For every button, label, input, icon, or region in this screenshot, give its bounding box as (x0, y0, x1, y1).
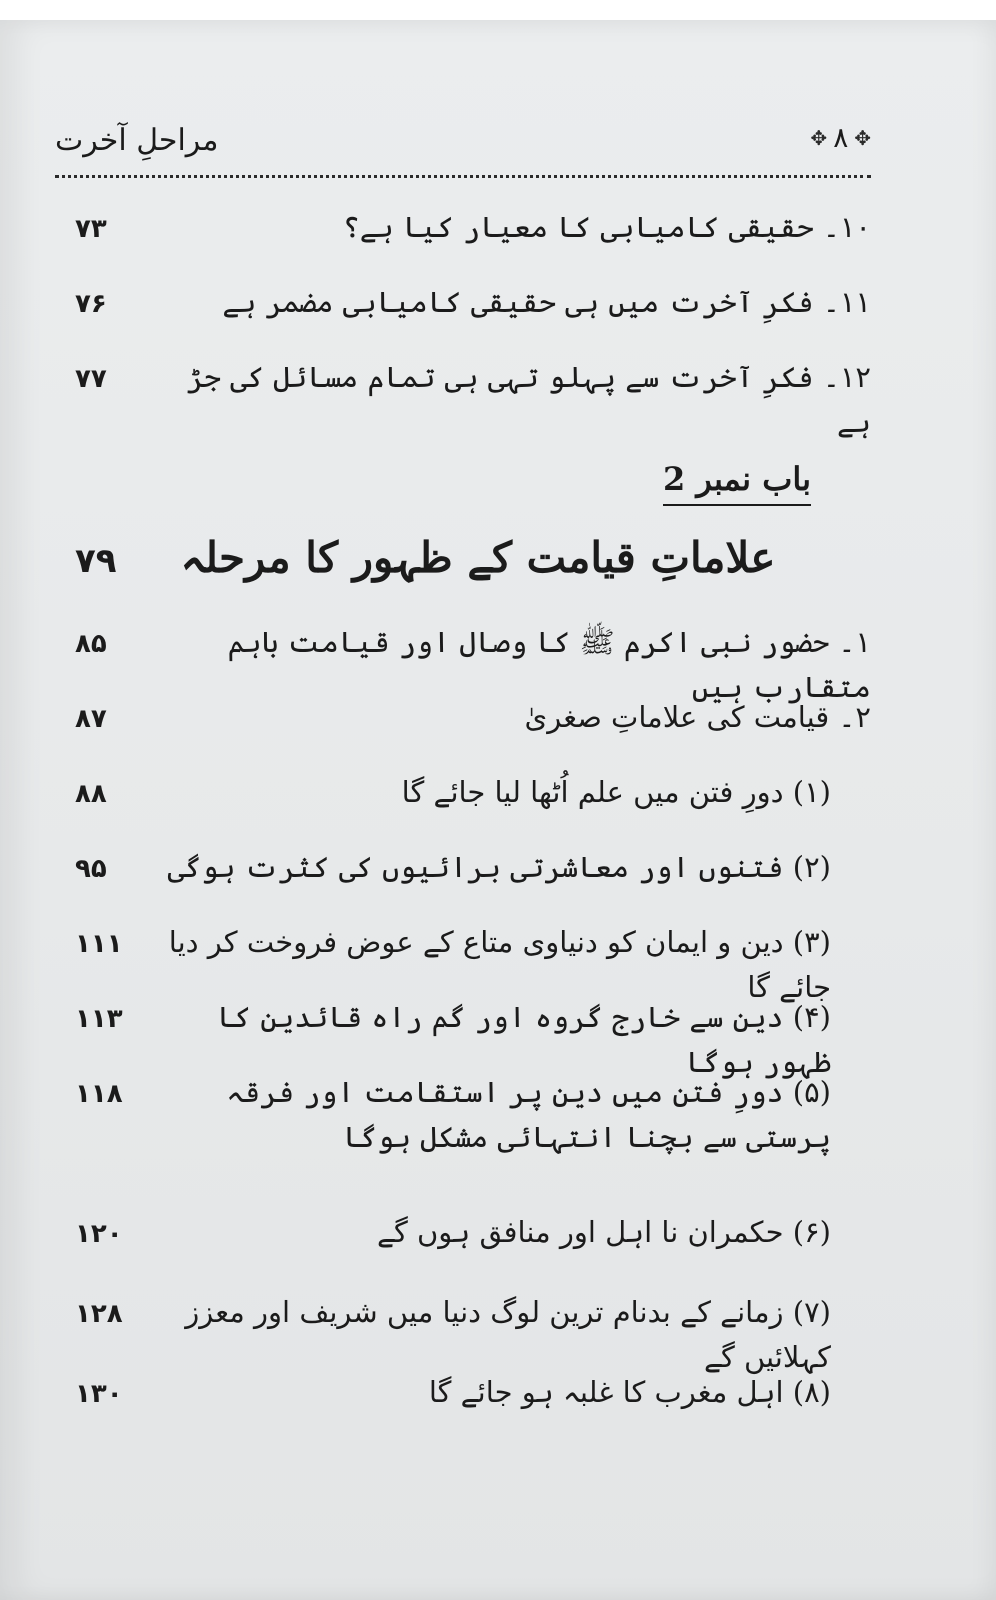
toc-entry-text: ۱۱۔ فکرِ آخرت میں ہی حقیقی کامیابی مضمر ہے (222, 285, 871, 319)
toc-entry-text: (۸) اہل مغرب کا غلبہ ہو جائے گا (428, 1375, 831, 1409)
toc-page-number: ۹۵ (75, 854, 107, 884)
toc-entry-text: (۷) زمانے کے بدنام ترین لوگ دنیا میں شریف اور معزز کہلائیں گے (185, 1295, 831, 1374)
toc-page-number: ۷۳ (75, 214, 107, 244)
toc-page-number: ۸۷ (75, 704, 107, 734)
toc-entry-text: ۱۔ حضور نبی اکرم ﷺ کا وصال اور قیامت باہم متقارب ہیں (227, 625, 871, 704)
toc-entry-text: (۱) دورِ فتن میں علم اُٹھا لیا جائے گا (401, 775, 831, 809)
toc-entry-text: (۲) فتنوں اور معاشرتی برائیوں کی کثرت ہوگی (167, 850, 831, 884)
toc-page-number: ۱۱۱ (75, 929, 123, 959)
toc-page-number: ۸۸ (75, 779, 107, 809)
ornament-left-icon: ✥ (854, 125, 871, 150)
page-header (55, 115, 871, 178)
toc-entry-text: (۶) حکمران نا اہل اور منافق ہوں گے (376, 1215, 831, 1249)
book-title: مراحلِ آخرت (55, 123, 219, 158)
toc-sub-entry (75, 1290, 871, 1380)
toc-entry-text: ۲۔ قیامت کی علاماتِ صغریٰ (524, 700, 871, 734)
toc-entry (75, 280, 871, 325)
section-title: علاماتِ قیامت کے ظہور کا مرحلہ (180, 533, 776, 582)
toc-page-number: ۸۵ (75, 629, 107, 659)
toc-entry-text: (۴) دین سے خارج گروہ اور گم راہ قائدین کا ظہور ہوگا (217, 1000, 831, 1079)
toc-entry-text: ۱۲۔ فکرِ آخرت سے پہلو تہی ہی تمام مسائل کی جڑ ہے (186, 360, 871, 439)
toc-page-number: ۷۶ (75, 289, 107, 319)
toc-page-number: ۱۲۰ (75, 1219, 123, 1249)
page-number: ۸ (833, 121, 849, 154)
toc-entry (75, 205, 871, 250)
toc-entry (75, 355, 871, 445)
section-heading (75, 525, 871, 590)
ornament-right-icon: ✥ (810, 125, 828, 150)
toc-sub-entry (75, 770, 871, 815)
toc-page-number: ۱۱۳ (75, 1004, 123, 1034)
toc-sub-entry (75, 1210, 871, 1255)
toc-entry (75, 695, 871, 740)
toc-sub-entry (75, 845, 871, 890)
toc-sub-entry (75, 1070, 871, 1160)
toc-page-number: ۱۲۸ (75, 1299, 123, 1329)
toc-entry-text: (۵) دورِ فتن میں دین پر استقامت اور فرقہ پرستی سے بچنا انتہائی مشکل ہوگا (226, 1075, 831, 1154)
toc-entry-text: ۱۰۔ حقیقی کامیابی کا معیار کیا ہے؟ (342, 210, 871, 244)
chapter-heading: باب نمبر 2 (663, 460, 811, 506)
toc-page-number: ۱۳۰ (75, 1379, 123, 1409)
page-number-ornament (810, 121, 871, 154)
book-page (0, 20, 996, 1600)
toc-page-number: ۱۱۸ (75, 1079, 123, 1109)
toc-entry-text: (۳) دین و ایمان کو دنیاوی متاع کے عوض فروخت کر دیا جائے گا (168, 925, 831, 1004)
toc-sub-entry (75, 1370, 871, 1415)
toc-page-number: ۷۷ (75, 364, 107, 394)
section-page-number: ۷۹ (75, 541, 117, 581)
